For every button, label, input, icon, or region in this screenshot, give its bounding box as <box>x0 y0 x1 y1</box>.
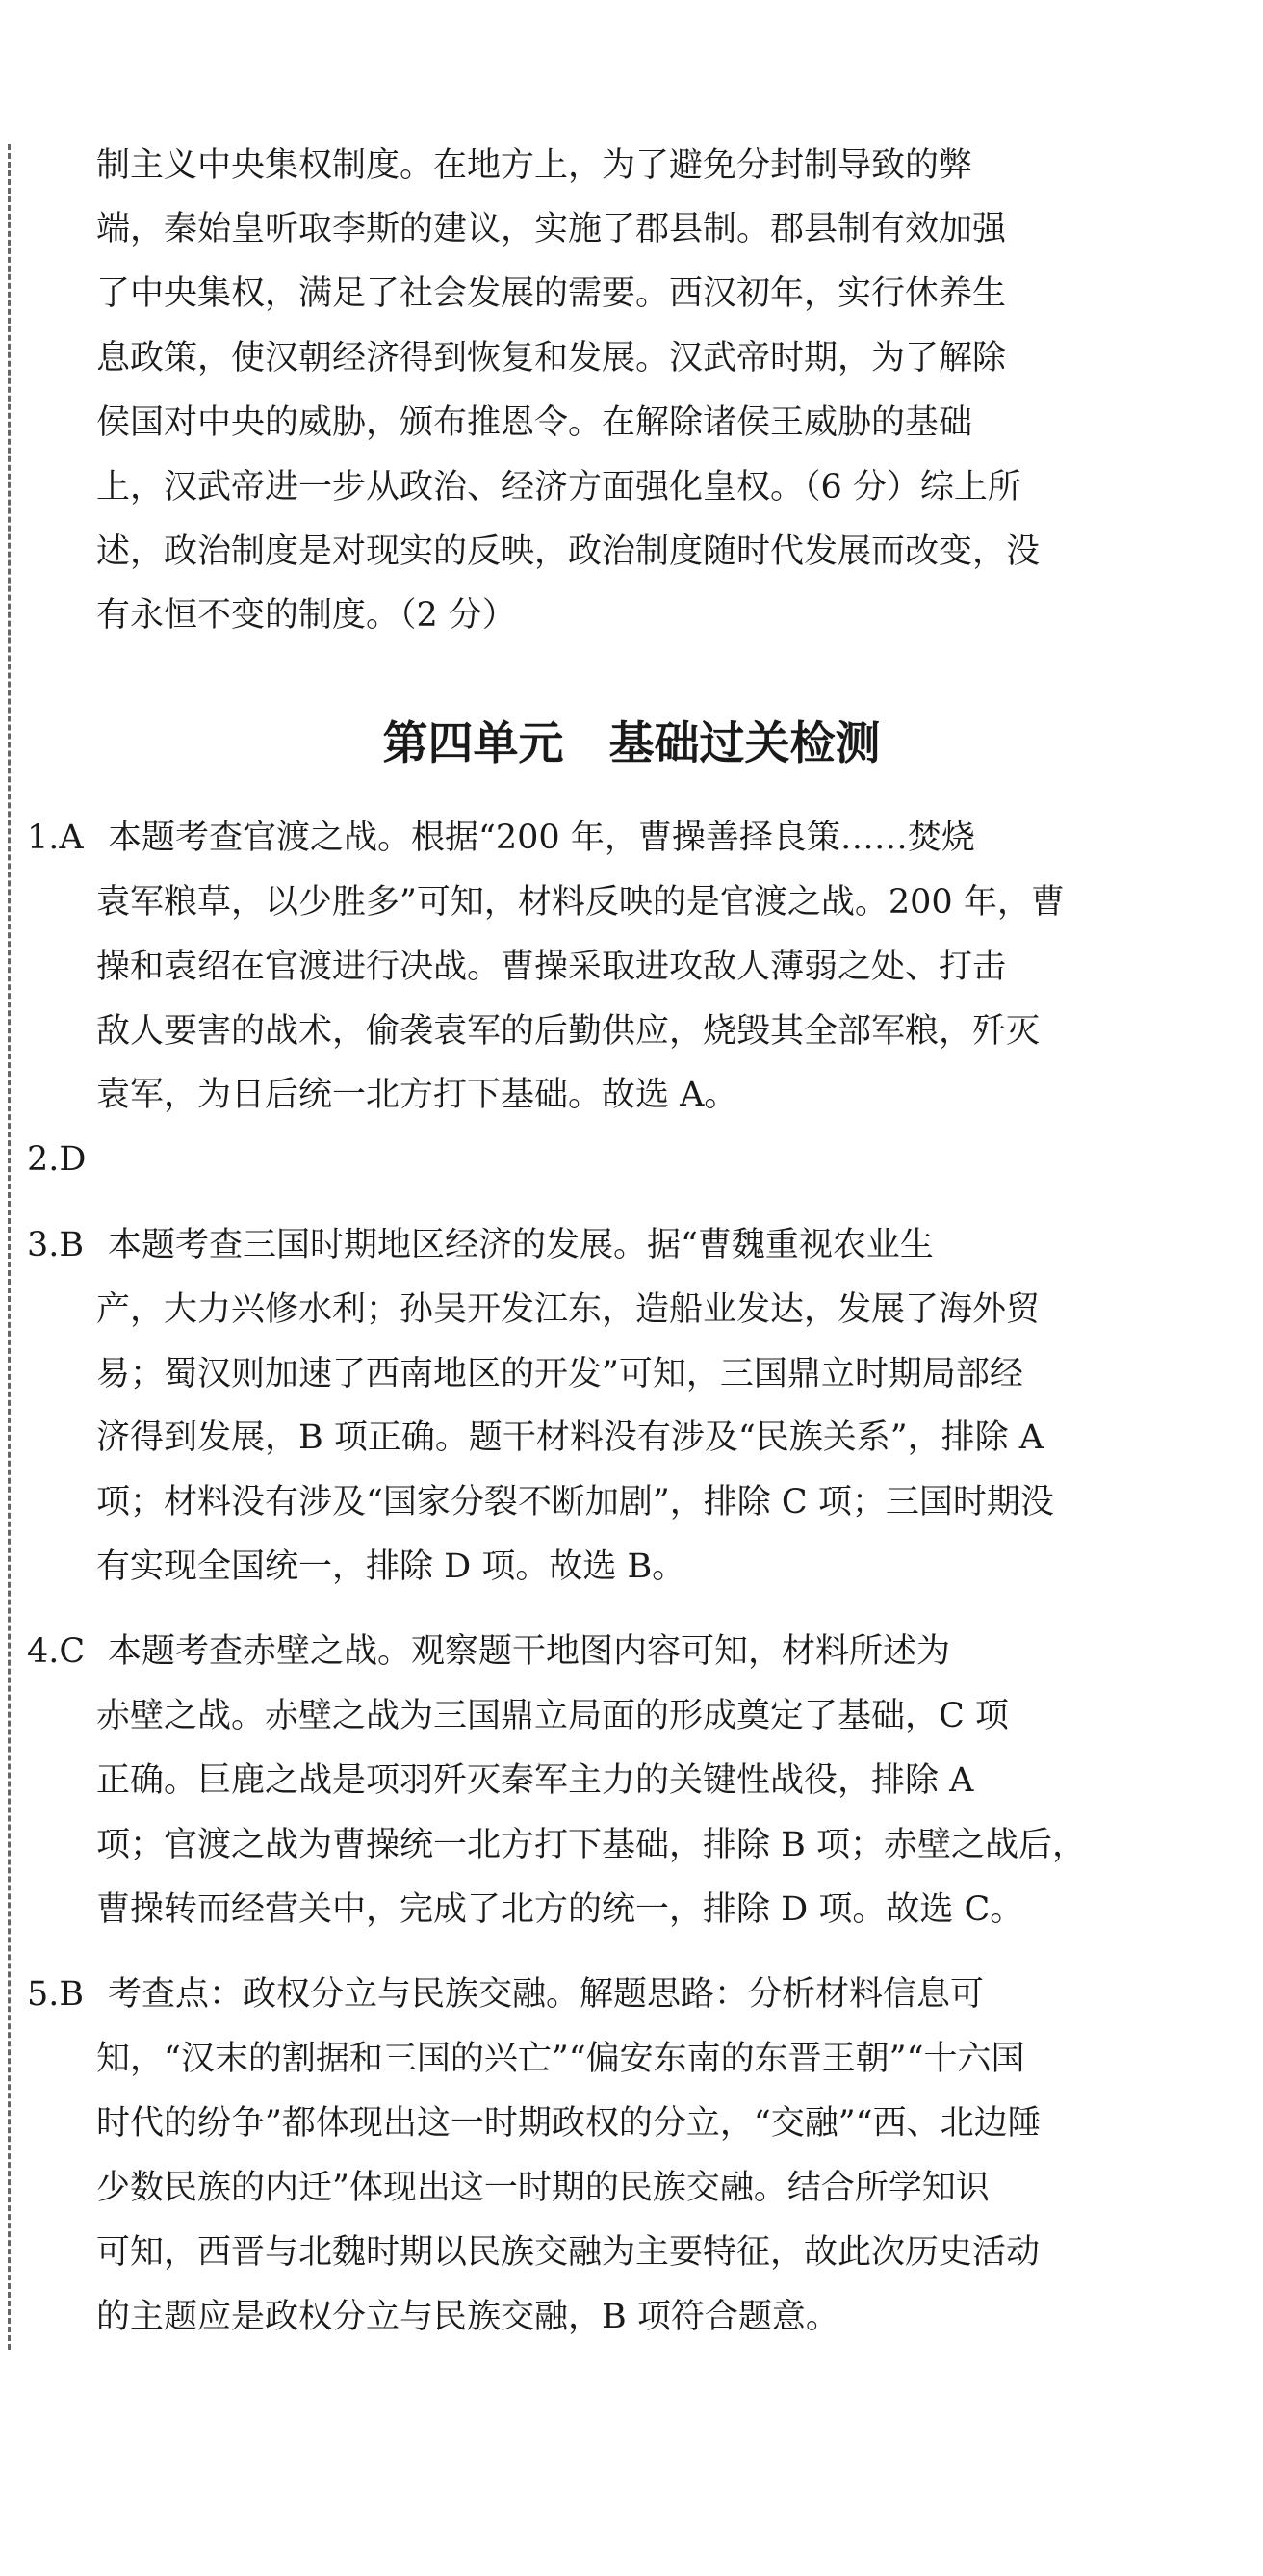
answer-5-line-4: 少数民族的内迁”体现出这一时期的民族交融。结合所学知识 <box>96 2169 990 2207</box>
answer-3-number: 3.B <box>27 1226 85 1264</box>
answer-3-line-2: 产，大力兴修水利；孙吴开发江东，造船业发达，发展了海外贸 <box>96 1290 1041 1329</box>
answer-3-text: 本题考查三国时期地区经济的发展。据“曹魏重视农业生 <box>108 1226 934 1264</box>
answer-1-line-3: 操和袁绍在官渡进行决战。曹操采取进攻敌人薄弱之处、打击 <box>96 948 1007 986</box>
answer-4-number: 4.C <box>27 1632 86 1671</box>
answer-4-line-3: 正确。巨鹿之战是项羽歼灭秦军主力的关键性战役，排除 A <box>96 1761 974 1800</box>
intro-line-5: 侯国对中央的威胁，颁布推恩令。在解除诸侯王威胁的基础 <box>96 403 973 442</box>
answer-2-line-1 <box>27 1138 108 1181</box>
answer-5-number: 5.B <box>27 1975 85 2014</box>
answer-1-line-4: 敌人要害的战术，偷袭袁军的后勤供应，烧毁其全部军粮，歼灭 <box>96 1012 1041 1051</box>
answer-1-line-2: 袁军粮草，以少胜多”可知，材料反映的是官渡之战。200 年，曹 <box>96 883 1065 922</box>
answer-1-number: 1.A <box>27 819 84 857</box>
answer-5-line-3: 时代的纷争”都体现出这一时期政权的分立，“交融”“西、北边陲 <box>96 2104 1042 2143</box>
section-title: 第四单元 基础过关检测 <box>382 717 881 770</box>
answer-5-text: 考查点：政权分立与民族交融。解题思路：分析材料信息可 <box>108 1975 985 2014</box>
answer-4-line-1 <box>27 1630 950 1673</box>
answer-5-line-1 <box>27 1973 984 2016</box>
binding-cut-line <box>8 144 11 2350</box>
answer-4-line-4: 项；官渡之战为曹操统一北方打下基础，排除 B 项；赤壁之战后， <box>96 1826 1086 1864</box>
intro-line-2: 端，秦始皇听取李斯的建议，实施了郡县制。郡县制有效加强 <box>96 210 1007 248</box>
answer-5-line-6: 的主题应是政权分立与民族交融，B 项符合题意。 <box>96 2298 839 2336</box>
answer-4-text: 本题考查赤壁之战。观察题干地图内容可知，材料所述为 <box>108 1632 951 1671</box>
answer-3-line-5: 项；材料没有涉及“国家分裂不断加剧”，排除 C 项；三国时期没 <box>96 1483 1054 1522</box>
intro-line-3: 了中央集权，满足了社会发展的需要。西汉初年，实行休养生 <box>96 274 1007 313</box>
answer-1-text: 本题考查官渡之战。根据“200 年，曹操善择良策……焚烧 <box>108 819 975 857</box>
answer-3-line-3: 易；蜀汉则加速了西南地区的开发”可知，三国鼎立时期局部经 <box>96 1355 1023 1393</box>
answer-1-line-1 <box>27 817 975 859</box>
answer-3-line-4: 济得到发展，B 项正确。题干材料没有涉及“民族关系”，排除 A <box>96 1418 1044 1457</box>
answer-2-number: 2.D <box>27 1140 87 1179</box>
answer-5-line-2: 知，“汉末的割据和三国的兴亡”“偏安东南的东晋王朝”“十六国 <box>96 2040 1025 2078</box>
answer-3-line-1 <box>27 1224 934 1266</box>
answer-1-line-5: 袁军，为日后统一北方打下基础。故选 A。 <box>96 1076 738 1114</box>
intro-line-6: 上，汉武帝进一步从政治、经济方面强化皇权。（6 分）综上所 <box>96 468 1021 507</box>
intro-line-8: 有永恒不变的制度。（2 分） <box>96 596 516 635</box>
answer-4-line-5: 曹操转而经营关中，完成了北方的统一，排除 D 项。故选 C。 <box>96 1890 1024 1929</box>
answer-4-line-2: 赤壁之战。赤壁之战为三国鼎立局面的形成奠定了基础，C 项 <box>96 1697 1009 1735</box>
intro-line-1: 制主义中央集权制度。在地方上，为了避免分封制导致的弊 <box>96 146 973 185</box>
answer-5-line-5: 可知，西晋与北魏时期以民族交融为主要特征，故此次历史活动 <box>96 2233 1041 2272</box>
intro-line-7: 述，政治制度是对现实的反映，政治制度随时代发展而改变，没 <box>96 533 1041 571</box>
intro-line-4: 息政策，使汉朝经济得到恢复和发展。汉武帝时期，为了解除 <box>96 339 1007 377</box>
answer-3-line-6: 有实现全国统一，排除 D 项。故选 B。 <box>96 1548 686 1586</box>
